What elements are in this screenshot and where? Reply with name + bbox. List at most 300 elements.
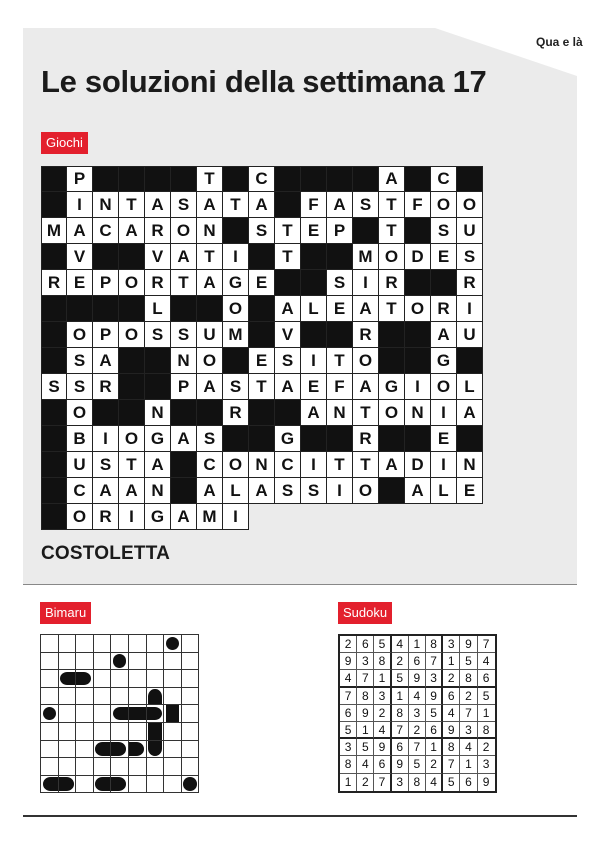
sudoku-cell: 9 xyxy=(409,670,426,687)
bimaru-cell xyxy=(41,653,59,671)
crossword-empty xyxy=(249,504,275,530)
crossword-block xyxy=(93,166,119,192)
crossword-block xyxy=(301,322,327,348)
ship-segment xyxy=(111,776,129,794)
crossword-solution: COSTOLETTA xyxy=(41,543,171,564)
sudoku-cell: 6 xyxy=(357,636,374,653)
crossword-cell: A xyxy=(119,478,145,504)
section-divider xyxy=(23,584,577,585)
giochi-tag: Giochi xyxy=(41,132,88,154)
crossword-empty xyxy=(405,504,431,530)
bimaru-grid xyxy=(40,634,199,793)
sudoku-cell: 9 xyxy=(340,653,357,670)
crossword-cell: G xyxy=(275,426,301,452)
sudoku-cell: 1 xyxy=(443,653,460,670)
crossword-block xyxy=(301,426,327,452)
crossword-cell: O xyxy=(67,400,93,426)
crossword-cell: T xyxy=(197,244,223,270)
crossword-cell: O xyxy=(223,452,249,478)
crossword-empty xyxy=(275,504,301,530)
crossword-block xyxy=(405,166,431,192)
crossword-block xyxy=(457,426,483,452)
crossword-cell: B xyxy=(67,426,93,452)
crossword-cell: T xyxy=(379,218,405,244)
crossword-cell: I xyxy=(327,478,353,504)
crossword-cell: V xyxy=(67,244,93,270)
crossword-block xyxy=(301,244,327,270)
bimaru-cell xyxy=(182,705,200,723)
ship-segment xyxy=(147,723,165,741)
bimaru-cell xyxy=(182,723,200,741)
crossword-cell: O xyxy=(379,400,405,426)
sudoku-cell: 2 xyxy=(409,722,426,739)
sudoku-cell: 5 xyxy=(478,688,495,705)
crossword-cell: C xyxy=(197,452,223,478)
crossword-cell: U xyxy=(457,218,483,244)
crossword-cell: U xyxy=(457,322,483,348)
ship-segment xyxy=(147,705,165,723)
crossword-cell: I xyxy=(119,504,145,530)
sudoku-cell: 5 xyxy=(443,774,460,791)
crossword-cell: O xyxy=(223,296,249,322)
crossword-cell: A xyxy=(67,218,93,244)
bimaru-cell xyxy=(147,635,165,653)
crossword-cell: T xyxy=(223,192,249,218)
bimaru-cell xyxy=(41,670,59,688)
sudoku-cell: 2 xyxy=(460,688,477,705)
crossword-cell: O xyxy=(353,348,379,374)
sudoku-cell: 7 xyxy=(443,756,460,773)
crossword-cell: P xyxy=(93,270,119,296)
bimaru-cell xyxy=(182,688,200,706)
sudoku-cell: 1 xyxy=(409,636,426,653)
crossword-cell: A xyxy=(197,270,223,296)
sudoku-cell: 8 xyxy=(409,774,426,791)
bimaru-cell xyxy=(59,758,77,776)
crossword-cell: O xyxy=(405,296,431,322)
sudoku-cell: 5 xyxy=(426,705,443,722)
crossword-block xyxy=(119,348,145,374)
sudoku-tag: Sudoku xyxy=(338,602,392,624)
crossword-block xyxy=(275,192,301,218)
sudoku-cell: 4 xyxy=(340,670,357,687)
crossword-cell: R xyxy=(93,374,119,400)
crossword-cell: S xyxy=(67,348,93,374)
crossword-cell: A xyxy=(353,296,379,322)
bimaru-cell xyxy=(111,635,129,653)
crossword-cell: S xyxy=(171,192,197,218)
crossword-block xyxy=(145,166,171,192)
ship-segment xyxy=(182,776,200,794)
bimaru-cell xyxy=(111,670,129,688)
crossword-block xyxy=(405,348,431,374)
ship-segment xyxy=(129,741,147,759)
bimaru-cell xyxy=(59,741,77,759)
crossword-cell: T xyxy=(197,166,223,192)
bimaru-cell xyxy=(111,688,129,706)
bimaru-cell xyxy=(59,653,77,671)
crossword-cell: D xyxy=(405,244,431,270)
bimaru-cell xyxy=(129,758,147,776)
sudoku-cell: 7 xyxy=(340,688,357,705)
crossword-cell: D xyxy=(405,452,431,478)
crossword-cell: M xyxy=(197,504,223,530)
crossword-cell: O xyxy=(67,322,93,348)
crossword-block xyxy=(249,400,275,426)
crossword-cell: P xyxy=(93,322,119,348)
sudoku-cell: 2 xyxy=(357,774,374,791)
sudoku-cell: 8 xyxy=(460,670,477,687)
crossword-cell: I xyxy=(405,374,431,400)
bimaru-cell xyxy=(164,653,182,671)
crossword-cell: M xyxy=(223,322,249,348)
ship-segment xyxy=(164,635,182,653)
sudoku-cell: 3 xyxy=(443,636,460,653)
crossword-cell: S xyxy=(249,218,275,244)
crossword-cell: E xyxy=(327,296,353,322)
sudoku-cell: 5 xyxy=(392,670,409,687)
bimaru-cell xyxy=(94,705,112,723)
sudoku-cell: 7 xyxy=(374,774,391,791)
bimaru-cell xyxy=(164,776,182,794)
sudoku-cell: 1 xyxy=(357,722,374,739)
crossword-cell: T xyxy=(119,192,145,218)
crossword-cell: L xyxy=(457,374,483,400)
sudoku-cell: 6 xyxy=(460,774,477,791)
crossword-block xyxy=(119,244,145,270)
sudoku-cell: 2 xyxy=(374,705,391,722)
crossword-cell: O xyxy=(431,192,457,218)
crossword-cell: G xyxy=(145,426,171,452)
crossword-block xyxy=(249,296,275,322)
crossword-block xyxy=(41,192,67,218)
crossword-cell: T xyxy=(327,348,353,374)
bimaru-cell xyxy=(94,723,112,741)
crossword-cell: R xyxy=(457,270,483,296)
crossword-block xyxy=(275,400,301,426)
crossword-block xyxy=(41,296,67,322)
crossword-block xyxy=(301,166,327,192)
ship-segment xyxy=(111,653,129,671)
bimaru-cell xyxy=(147,776,165,794)
crossword-cell: A xyxy=(93,478,119,504)
ship-segment xyxy=(41,776,59,794)
sudoku-cell: 4 xyxy=(374,722,391,739)
crossword-cell: F xyxy=(405,192,431,218)
crossword-cell: R xyxy=(145,218,171,244)
bimaru-cell xyxy=(59,688,77,706)
crossword-block xyxy=(119,374,145,400)
crossword-cell: L xyxy=(431,478,457,504)
crossword-cell: G xyxy=(223,270,249,296)
crossword-cell: T xyxy=(379,192,405,218)
crossword-block xyxy=(223,348,249,374)
bimaru-cell xyxy=(147,653,165,671)
crossword-block xyxy=(457,166,483,192)
crossword-block xyxy=(223,426,249,452)
crossword-cell: A xyxy=(93,348,119,374)
bimaru-tag: Bimaru xyxy=(40,602,91,624)
crossword-cell: R xyxy=(353,322,379,348)
bimaru-cell xyxy=(129,670,147,688)
crossword-block xyxy=(171,166,197,192)
crossword-cell: A xyxy=(197,374,223,400)
ship-segment xyxy=(76,670,94,688)
bimaru-cell xyxy=(76,705,94,723)
crossword-cell: S xyxy=(457,244,483,270)
crossword-cell: E xyxy=(431,426,457,452)
sudoku-cell: 5 xyxy=(460,653,477,670)
crossword-cell: U xyxy=(67,452,93,478)
crossword-block xyxy=(249,426,275,452)
crossword-cell: I xyxy=(223,244,249,270)
crossword-block xyxy=(223,166,249,192)
bimaru-cell xyxy=(129,635,147,653)
crossword-block xyxy=(379,426,405,452)
sudoku-cell: 3 xyxy=(426,670,443,687)
crossword-cell: I xyxy=(301,452,327,478)
crossword-cell: A xyxy=(197,478,223,504)
crossword-block xyxy=(431,270,457,296)
crossword-cell: L xyxy=(223,478,249,504)
crossword-block xyxy=(249,244,275,270)
bimaru-cell xyxy=(164,723,182,741)
bimaru-cell xyxy=(76,758,94,776)
ship-segment xyxy=(41,705,59,723)
crossword-block xyxy=(405,322,431,348)
crossword-block xyxy=(327,426,353,452)
crossword-cell: T xyxy=(171,270,197,296)
bimaru-cell xyxy=(111,723,129,741)
sudoku-cell: 5 xyxy=(409,756,426,773)
crossword-cell: E xyxy=(249,270,275,296)
sudoku-cell: 3 xyxy=(374,688,391,705)
sudoku-cell: 9 xyxy=(443,722,460,739)
bimaru-cell xyxy=(59,635,77,653)
bimaru-cell xyxy=(94,670,112,688)
bimaru-cell xyxy=(59,705,77,723)
sudoku-cell: 2 xyxy=(392,653,409,670)
sudoku-cell: 6 xyxy=(426,722,443,739)
crossword-cell: M xyxy=(353,244,379,270)
bimaru-cell xyxy=(76,635,94,653)
bimaru-cell xyxy=(76,653,94,671)
bimaru-cell xyxy=(182,635,200,653)
bimaru-cell xyxy=(59,723,77,741)
crossword-cell: S xyxy=(41,374,67,400)
bimaru-cell xyxy=(182,758,200,776)
crossword-block xyxy=(353,218,379,244)
crossword-cell: S xyxy=(93,452,119,478)
sudoku-cell: 4 xyxy=(460,739,477,756)
sudoku-cell: 2 xyxy=(426,756,443,773)
bimaru-cell xyxy=(129,653,147,671)
crossword-cell: I xyxy=(93,426,119,452)
ship-segment xyxy=(147,688,165,706)
sudoku-cell: 3 xyxy=(478,756,495,773)
crossword-cell: N xyxy=(249,452,275,478)
crossword-block xyxy=(41,400,67,426)
crossword-cell: G xyxy=(379,374,405,400)
bimaru-cell xyxy=(164,670,182,688)
crossword-cell: A xyxy=(145,192,171,218)
crossword-block xyxy=(457,348,483,374)
crossword-block xyxy=(93,296,119,322)
crossword-block xyxy=(327,244,353,270)
crossword-cell: S xyxy=(431,218,457,244)
sudoku-cell: 5 xyxy=(340,722,357,739)
crossword-block xyxy=(41,504,67,530)
sudoku-cell: 5 xyxy=(357,739,374,756)
crossword-block xyxy=(223,218,249,244)
sudoku-cell: 4 xyxy=(478,653,495,670)
sudoku-cell: 4 xyxy=(357,756,374,773)
crossword-cell: O xyxy=(431,374,457,400)
crossword-block xyxy=(93,400,119,426)
sudoku-cell: 1 xyxy=(426,739,443,756)
bimaru-cell xyxy=(41,688,59,706)
crossword-cell: O xyxy=(119,270,145,296)
crossword-block xyxy=(301,270,327,296)
crossword-cell: O xyxy=(171,218,197,244)
crossword-cell: O xyxy=(119,322,145,348)
bimaru-cell xyxy=(41,741,59,759)
crossword-cell: A xyxy=(353,374,379,400)
crossword-cell: O xyxy=(353,478,379,504)
sudoku-cell: 6 xyxy=(392,739,409,756)
bimaru-cell xyxy=(182,670,200,688)
crossword-cell: S xyxy=(275,478,301,504)
sudoku-cell: 7 xyxy=(409,739,426,756)
crossword-cell: T xyxy=(353,400,379,426)
crossword-cell: E xyxy=(457,478,483,504)
crossword-cell: C xyxy=(431,166,457,192)
crossword-cell: R xyxy=(353,426,379,452)
crossword-cell: A xyxy=(379,452,405,478)
crossword-cell: O xyxy=(197,348,223,374)
bimaru-cell xyxy=(164,688,182,706)
crossword-cell: A xyxy=(379,166,405,192)
crossword-cell: S xyxy=(353,192,379,218)
crossword-cell: U xyxy=(197,322,223,348)
crossword-cell: A xyxy=(197,192,223,218)
crossword-cell: O xyxy=(119,426,145,452)
crossword-block xyxy=(405,426,431,452)
crossword-cell: T xyxy=(379,296,405,322)
sudoku-cell: 7 xyxy=(478,636,495,653)
crossword-cell: N xyxy=(457,452,483,478)
crossword-block xyxy=(119,400,145,426)
ship-segment xyxy=(164,705,182,723)
crossword-cell: A xyxy=(249,192,275,218)
crossword-cell: A xyxy=(431,322,457,348)
crossword-cell: P xyxy=(327,218,353,244)
crossword-cell: A xyxy=(145,452,171,478)
ship-segment xyxy=(59,776,77,794)
crossword-block xyxy=(405,218,431,244)
crossword-cell: R xyxy=(145,270,171,296)
bimaru-cell xyxy=(129,723,147,741)
crossword-block xyxy=(171,452,197,478)
crossword-cell: N xyxy=(405,400,431,426)
sudoku-cell: 3 xyxy=(357,653,374,670)
sudoku-cell: 8 xyxy=(374,653,391,670)
crossword-cell: I xyxy=(353,270,379,296)
crossword-block xyxy=(275,270,301,296)
sudoku-cell: 6 xyxy=(478,670,495,687)
crossword-cell: C xyxy=(275,452,301,478)
sudoku-cell: 8 xyxy=(340,756,357,773)
sudoku-cell: 4 xyxy=(426,774,443,791)
crossword-cell: I xyxy=(67,192,93,218)
crossword-cell: L xyxy=(301,296,327,322)
crossword-cell: S xyxy=(145,322,171,348)
crossword-cell: M xyxy=(41,218,67,244)
crossword-cell: N xyxy=(145,478,171,504)
bimaru-cell xyxy=(94,653,112,671)
sudoku-cell: 7 xyxy=(426,653,443,670)
crossword-cell: C xyxy=(249,166,275,192)
crossword-block xyxy=(275,166,301,192)
crossword-cell: A xyxy=(275,374,301,400)
crossword-cell: I xyxy=(431,452,457,478)
bottom-rule xyxy=(23,815,577,817)
sudoku-cell: 9 xyxy=(482,775,490,790)
crossword-cell: R xyxy=(93,504,119,530)
sudoku-cell: 9 xyxy=(392,756,409,773)
sudoku-cell: 7 xyxy=(357,670,374,687)
crossword-block xyxy=(41,426,67,452)
crossword-cell: S xyxy=(197,426,223,452)
crossword-cell: A xyxy=(327,192,353,218)
crossword-cell: A xyxy=(405,478,431,504)
sudoku-cell: 2 xyxy=(443,670,460,687)
bimaru-cell xyxy=(111,758,129,776)
crossword-empty xyxy=(327,504,353,530)
sudoku-cell: 3 xyxy=(340,739,357,756)
crossword-block xyxy=(41,322,67,348)
crossword-cell: N xyxy=(93,192,119,218)
bimaru-cell xyxy=(94,688,112,706)
crossword-block xyxy=(119,296,145,322)
crossword-block xyxy=(171,478,197,504)
crossword-cell: A xyxy=(301,400,327,426)
bimaru-cell xyxy=(147,758,165,776)
crossword-block xyxy=(67,296,93,322)
crossword-cell: A xyxy=(171,504,197,530)
sudoku-cell: 2 xyxy=(478,739,495,756)
sudoku-cell: 6 xyxy=(443,688,460,705)
bimaru-cell xyxy=(182,653,200,671)
crossword-cell: A xyxy=(457,400,483,426)
crossword-cell: E xyxy=(249,348,275,374)
sudoku-cell: 1 xyxy=(392,688,409,705)
sudoku-cell: 6 xyxy=(340,705,357,722)
crossword-cell: I xyxy=(223,504,249,530)
sudoku-cell: 6 xyxy=(374,756,391,773)
crossword-block xyxy=(327,166,353,192)
sudoku-cell: 9 xyxy=(426,688,443,705)
bimaru-cell xyxy=(147,670,165,688)
crossword-block xyxy=(405,270,431,296)
crossword-block xyxy=(249,322,275,348)
crossword-cell: S xyxy=(223,374,249,400)
crossword-block xyxy=(145,348,171,374)
bimaru-cell xyxy=(129,776,147,794)
crossword-grid xyxy=(41,166,483,530)
sudoku-cell: 4 xyxy=(443,705,460,722)
sudoku-cell: 8 xyxy=(357,688,374,705)
